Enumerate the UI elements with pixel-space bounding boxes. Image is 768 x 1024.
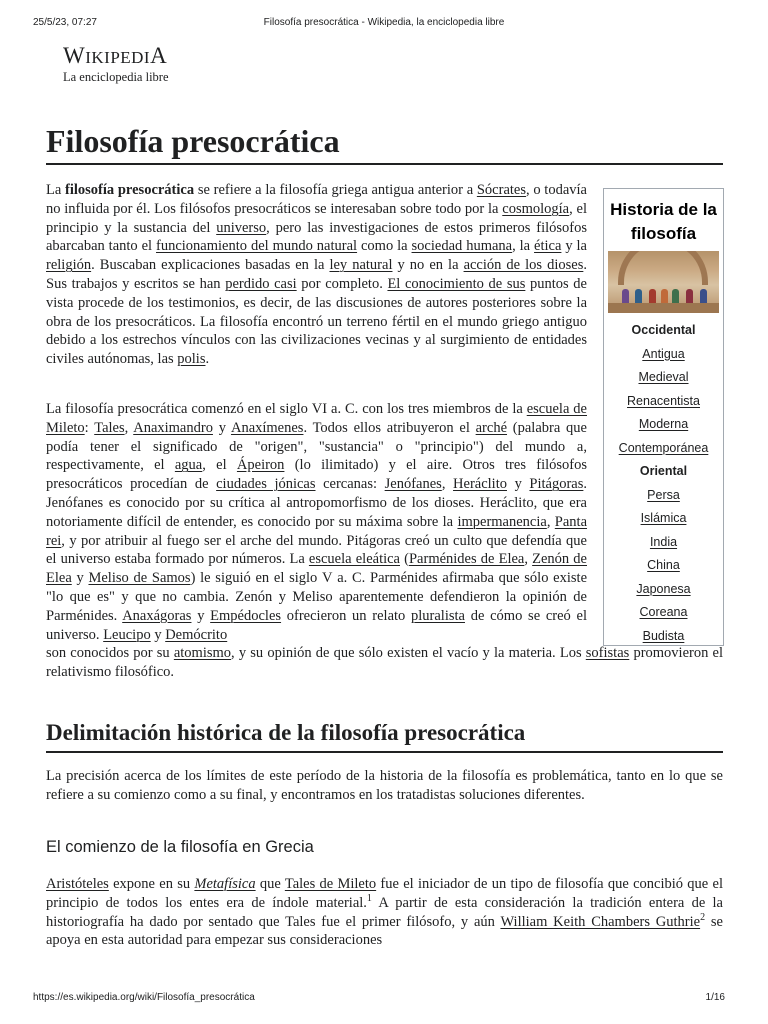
print-header [33, 17, 735, 31]
text-run: a. C. Parménides afirmaba que sólo existe "lo que es" y que no cambia. Zenón y Meliso aparentemente defendieron la opinión de Parménides. [46, 570, 588, 624]
article-link[interactable]: pluralista [411, 607, 465, 624]
text-run: por completo. [296, 275, 388, 292]
infobox-link[interactable]: Moderna [638, 417, 689, 431]
infobox-link[interactable]: Islámica [640, 511, 687, 525]
text-run: , [441, 476, 454, 493]
text-run: y no en la [392, 257, 464, 274]
infobox-link[interactable]: Medieval [638, 370, 689, 384]
school-of-athens-image[interactable] [608, 251, 719, 313]
text-run: ) le siguió en el siglo [190, 570, 322, 587]
text-run: puntos de vista procede de los testimonios, es decir, de las discusiones de autores posteriores sobre la obra de los presocráticos. La filosofía encontró un terreno fértil en el mundo griego antiguo debido a los estrechos vínculos con las civilizaciones vecinas y al surgimiento de entidades civiles autónomas, las [46, 275, 587, 368]
text-run: , el [202, 457, 237, 474]
text-run: , y su opinión de que sólo existen el vacío y la materia. Los [231, 645, 586, 662]
wikipedia-logo[interactable] [63, 44, 169, 85]
print-tab-title: Filosofía presocrática - Wikipedia, la enciclopedia libre [263, 17, 505, 28]
article-link[interactable]: escuela eleática [308, 551, 400, 568]
text-run: , la [512, 238, 535, 255]
second-paragraph-tail [46, 644, 723, 682]
article-link[interactable]: ética [534, 238, 562, 255]
text-run: y [71, 570, 89, 587]
infobox-link[interactable]: Budista [642, 628, 685, 643]
article-link[interactable]: Empédocles [210, 607, 282, 624]
text-run: y la [561, 238, 587, 255]
text-run: . Buscaban explicaciones basadas en la [91, 257, 330, 274]
infobox-link[interactable]: Persa [647, 487, 680, 502]
article-link[interactable]: Zenón de Elea [46, 551, 587, 587]
text-run: : [84, 419, 95, 436]
article-link[interactable]: William Keith Chambers Guthrie [500, 913, 701, 930]
text-run: . Sus trabajos y escritos se han [46, 257, 587, 292]
section-heading: Delimitación histórica de la filosofía presocrática [46, 718, 723, 753]
text-run: y [506, 476, 530, 493]
print-page-number: 1/16 [705, 992, 725, 1003]
text-run: La filosofía presocrática comenzó en el siglo [46, 401, 312, 417]
wordmark-middle: IKIPEDI [85, 48, 151, 67]
article-link[interactable]: cosmología [502, 200, 570, 217]
text-run: . [205, 351, 210, 368]
article-link[interactable]: Sócrates [476, 182, 526, 198]
article-link[interactable]: ciudades jónicas [216, 476, 316, 493]
infobox-link[interactable]: China [647, 558, 680, 572]
text-run: (lo ilimitado) y el aire. Otros tres filósofos presocráticos procedían de [46, 457, 587, 493]
article-link[interactable]: polis [177, 351, 206, 368]
text-run: . Jenófanes es conocido por su crítica al antropomorfismo de los dioses. Heráclito, que era notoriamente difícil de entender, es conocido por su máxima sobre la [46, 476, 588, 530]
article-link[interactable]: Leucipo [103, 626, 151, 643]
text-run: A partir de esta consideración la tradición entera de la historiografía ha dado por sentado que Tales fue el primer filósofo, y aún [46, 894, 723, 930]
infobox-link[interactable]: Antigua [642, 346, 685, 361]
image-floor [608, 303, 719, 313]
infobox-link[interactable]: Contemporánea [618, 440, 709, 455]
infobox-link[interactable]: India [649, 534, 678, 549]
article-link[interactable]: Metafísica [194, 876, 256, 892]
subsection-paragraph [46, 875, 723, 950]
infobox-link[interactable]: Coreana [639, 605, 688, 619]
article-link[interactable]: Aristóteles [46, 876, 109, 892]
text-run: de cómo se creó el universo. [46, 607, 587, 643]
image-arch [618, 251, 708, 285]
wikipedia-tagline: La enciclopedia libre [63, 70, 169, 84]
article-link[interactable]: sofistas [585, 645, 630, 662]
print-date: 25/5/23, 07:27 [33, 17, 97, 28]
text-run: y [150, 626, 166, 643]
subsection-heading: El comienzo de la filosofía en Grecia [46, 838, 314, 856]
text-run: que [255, 876, 285, 892]
text-run: se apoya en esta autoridad para empezar sus consideraciones [46, 913, 723, 949]
text-run: fue el iniciador de un tipo de filosofía que concibió que el principio de todos los entes era de índole material. [46, 876, 723, 911]
infobox-historia-filosofia [603, 188, 724, 646]
text-run: ofrecieron un relato [281, 607, 412, 624]
wikipedia-wordmark [63, 44, 169, 70]
infobox-link[interactable]: Japonesa [636, 581, 691, 596]
article-link[interactable]: Tales [94, 419, 125, 436]
text-run: , el principio y la sustancia del [46, 200, 587, 236]
text-run: La [46, 182, 66, 198]
text-run: , [524, 551, 533, 568]
article-link[interactable]: funcionamiento del mundo natural [156, 238, 358, 255]
article-link[interactable]: perdido casi [225, 275, 297, 292]
article-link[interactable]: Pitágoras [529, 476, 584, 493]
infobox-group-oriental: Oriental [639, 464, 688, 478]
text-run: como la [357, 238, 412, 255]
article-link[interactable]: agua [174, 457, 203, 474]
article-link[interactable]: universo [216, 219, 267, 236]
article-link[interactable]: Jenófanes [384, 476, 442, 493]
text-run: , pero las investigaciones de estos primeros filósofos abarcaban tanto el [46, 219, 587, 255]
text-run: a. C. con los tres miembros de la [327, 401, 527, 417]
infobox-group-occidental: Occidental [631, 323, 696, 337]
text-run: V [322, 570, 333, 587]
article-link[interactable]: sociedad humana [411, 238, 513, 255]
section-intro-paragraph [46, 767, 723, 805]
text-run: , [124, 419, 134, 436]
article-link[interactable]: Panta rei [46, 513, 588, 549]
page-title: Filosofía presocrática [46, 121, 723, 165]
article-link[interactable]: acción de los dioses [463, 257, 584, 274]
print-url: https://es.wikipedia.org/wiki/Filosofía_presocrática [33, 992, 255, 1003]
reference-link[interactable]: 1 [366, 892, 372, 904]
article-link[interactable]: Parménides de Elea [408, 551, 525, 568]
article-link[interactable]: atomismo [173, 645, 232, 662]
text-run: ( [400, 551, 409, 568]
text-run: (palabra que podía tener el significado de "origen", "sustancia" o "principio") del mundo a, respectivamente, el [46, 419, 587, 474]
infobox-title: Historia de la filosofía [610, 200, 717, 243]
text-run: se refiere a la filosofía griega antigua anterior a [194, 182, 477, 198]
article-link[interactable]: escuela de Mileto [46, 401, 587, 436]
text-run: promovieron el relativismo filosófico. [46, 645, 723, 681]
article-link[interactable]: impermanencia [457, 513, 547, 530]
text-run: La precisión acerca de los límites de este período de la historia de la filosofía es problemática, tanto en lo que se refiere a su comienzo como a su final, y encontramos en los tratadistas soluciones diferentes. [46, 768, 723, 803]
text-run: , o todavía no influida por él. Los filósofos presocráticos se interesaban sobre todo por la [46, 182, 587, 217]
article-link[interactable]: Demócrito [165, 626, 228, 643]
wordmark-w: W [63, 43, 86, 68]
text-run: cercanas: [315, 476, 385, 493]
intro-paragraph [46, 181, 587, 369]
infobox-list [604, 319, 723, 648]
text-run: son conocidos por su [46, 645, 174, 662]
article-link[interactable]: ley natural [329, 257, 393, 274]
article-link[interactable]: Anaxágoras [122, 607, 192, 624]
reference-link[interactable]: 2 [700, 911, 706, 923]
text-run: y [191, 607, 211, 624]
article-link[interactable]: Anaxímenes [230, 419, 304, 436]
infobox-link[interactable]: Renacentista [627, 393, 700, 408]
article-link[interactable]: arché [475, 419, 508, 436]
text-run: , y por atribuir al fuego ser el arche del mundo. Pitágoras creó un culto que defendía que el universo estaba formado por números. La [46, 532, 587, 568]
bold-term: filosofía presocrática [65, 182, 195, 198]
second-paragraph-body [46, 401, 587, 643]
article-link[interactable]: Heráclito [453, 476, 507, 493]
article-link[interactable]: Ápeiron [236, 457, 285, 474]
text-run: , [546, 513, 555, 530]
article-link[interactable]: Anaximandro [133, 419, 213, 436]
article-link[interactable]: religión [46, 257, 92, 274]
text-run: VI [311, 401, 328, 417]
print-footer [33, 992, 735, 1006]
article-link[interactable]: Tales de Mileto [284, 876, 377, 892]
text-run: expone en su [108, 876, 195, 892]
article-link[interactable]: Meliso de Samos [88, 570, 191, 587]
text-run: y [212, 419, 231, 436]
text-run: . Todos ellos atribuyeron el [303, 419, 476, 436]
article-link[interactable]: El conocimiento de sus [387, 275, 526, 292]
wordmark-a: A [150, 43, 168, 68]
